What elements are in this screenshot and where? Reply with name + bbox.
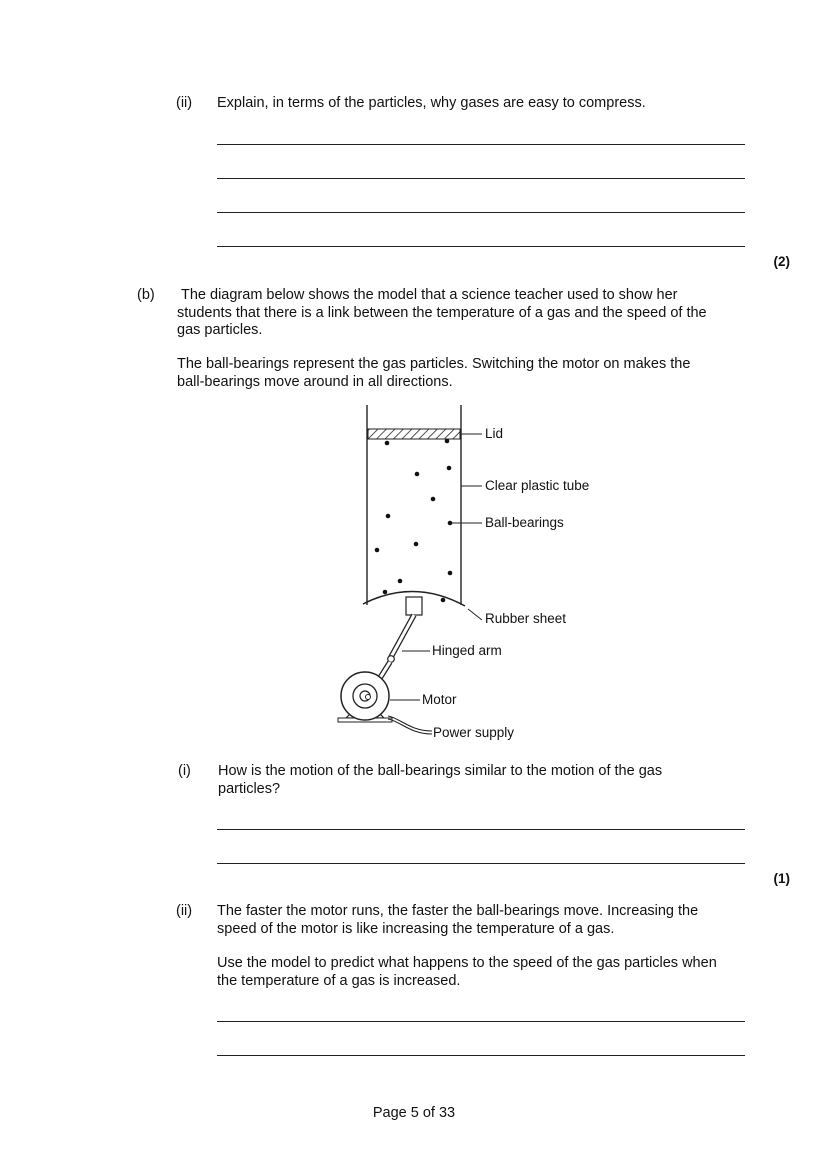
intro-line: students that there is a link between the temperature of a gas and the speed of the xyxy=(177,304,707,321)
ball-bearing xyxy=(415,472,420,477)
label-motor: Motor xyxy=(422,692,457,707)
question-line: the temperature of a gas is increased. xyxy=(217,972,461,989)
question-prompt-b-ii xyxy=(217,955,777,990)
ball-bearings xyxy=(375,439,453,603)
answer-line[interactable] xyxy=(217,178,745,179)
answer-line[interactable] xyxy=(217,246,745,247)
ball-bearing xyxy=(398,579,403,584)
label-hinged-arm: Hinged arm xyxy=(432,643,502,658)
label-rubber-sheet: Rubber sheet xyxy=(485,611,567,626)
rubber-leader xyxy=(468,609,482,620)
question-text-a-ii: Explain, in terms of the particles, why gases are easy to compress. xyxy=(217,95,646,111)
model-line: The ball-bearings represent the gas particles. Switching the motor on makes the xyxy=(177,356,691,372)
ball-bearing xyxy=(448,521,453,526)
label-tube: Clear plastic tube xyxy=(485,478,590,493)
ball-bearing xyxy=(414,542,419,547)
answer-line[interactable] xyxy=(217,829,745,830)
intro-paragraph xyxy=(177,287,777,340)
page-number: Page 5 of 33 xyxy=(372,1105,456,1121)
answer-line[interactable] xyxy=(217,863,745,864)
model-diagram xyxy=(330,400,630,750)
model-paragraph xyxy=(177,356,777,391)
question-text-b-i xyxy=(218,763,778,798)
ball-bearing xyxy=(445,439,450,444)
ball-bearing xyxy=(375,548,380,553)
answer-line[interactable] xyxy=(217,1021,745,1022)
ball-bearing xyxy=(431,497,436,502)
model-line: ball-bearings move around in all directions. xyxy=(177,373,453,390)
answer-line[interactable] xyxy=(217,212,745,213)
question-number-b: (b) xyxy=(137,287,155,303)
answer-line[interactable] xyxy=(217,1055,745,1056)
question-line: How is the motion of the ball-bearings similar to the motion of the gas xyxy=(218,763,663,779)
ball-bearing xyxy=(441,598,446,603)
label-power-supply: Power supply xyxy=(433,725,515,740)
question-number-b-ii: (ii) xyxy=(176,903,193,919)
question-text-b-ii xyxy=(217,903,777,938)
ball-bearing xyxy=(385,441,390,446)
ball-bearing xyxy=(448,571,453,576)
marks-a-ii: (2) xyxy=(773,254,790,269)
label-ball-bearings: Ball-bearings xyxy=(485,515,564,530)
answer-line[interactable] xyxy=(217,144,745,145)
ball-bearing xyxy=(383,590,388,595)
question-line: particles? xyxy=(218,780,281,797)
intro-line: gas particles. xyxy=(177,322,263,338)
motor-body xyxy=(341,672,389,720)
ball-bearing xyxy=(386,514,391,519)
ball-bearing xyxy=(447,466,452,471)
question-line: The faster the motor runs, the faster the ball-bearings move. Increasing the xyxy=(217,903,699,919)
question-line: Use the model to predict what happens to the speed of the gas particles when xyxy=(217,955,717,971)
question-line: speed of the motor is like increasing the temperature of a gas. xyxy=(217,920,615,937)
label-lid: Lid xyxy=(485,426,504,441)
intro-line: The diagram below shows the model that a science teacher used to show her xyxy=(181,287,678,303)
question-number-a-ii: (ii) xyxy=(176,95,193,111)
marks-b-i: (1) xyxy=(773,871,790,886)
question-number-b-i: (i) xyxy=(178,763,191,779)
lid xyxy=(368,429,460,439)
arm-block xyxy=(406,597,422,615)
